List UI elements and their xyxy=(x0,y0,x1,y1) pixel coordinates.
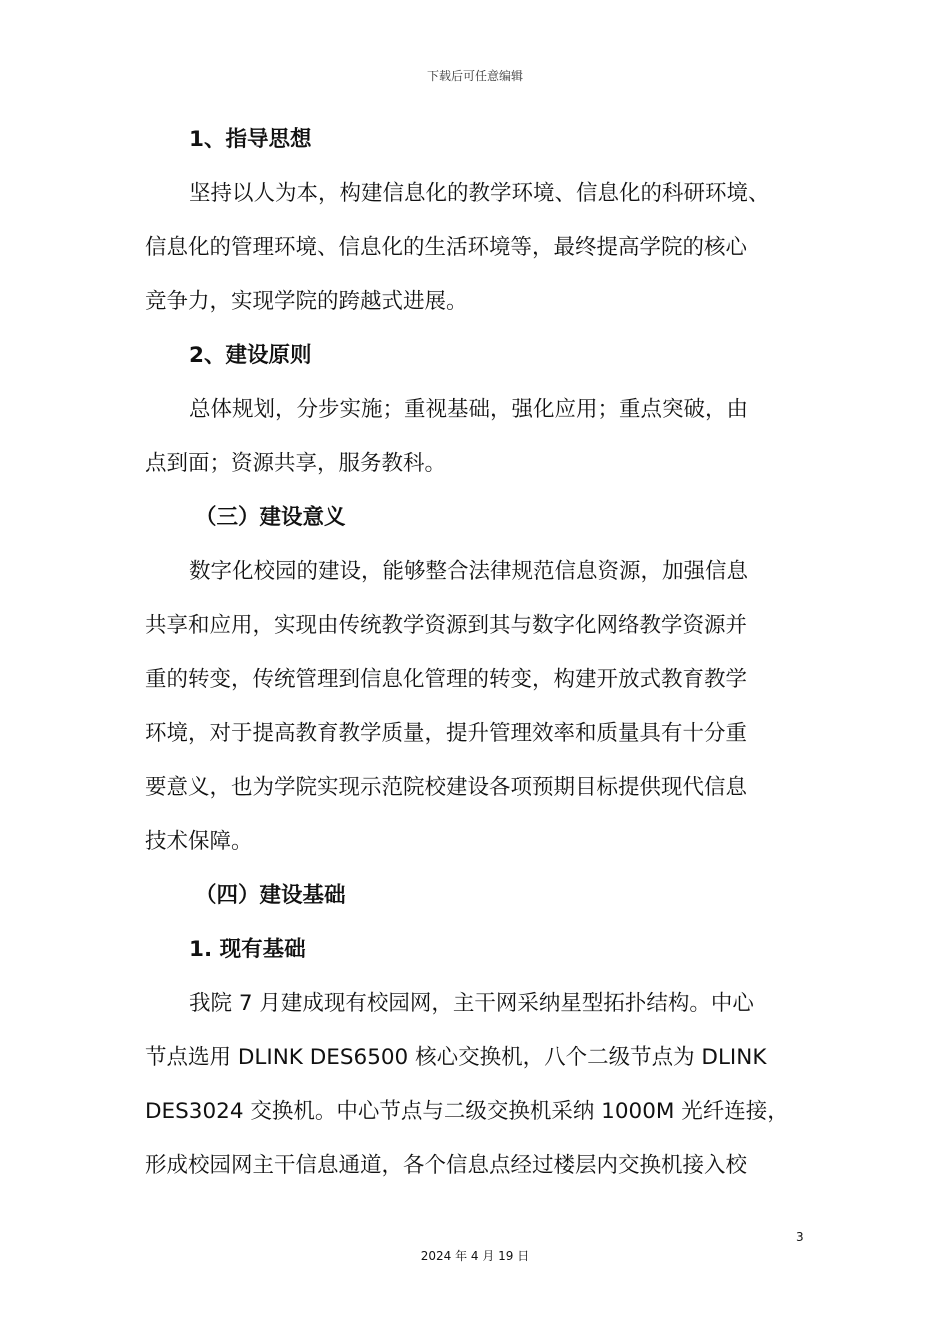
section-heading-foundation: （四）建设基础 xyxy=(195,883,346,908)
page-number: 3 xyxy=(796,1230,804,1244)
subheading-existing-foundation: 1. 现有基础 xyxy=(189,937,306,962)
paragraph-line: 点到面；资源共享，服务教科。 xyxy=(145,451,447,476)
paragraph-line: 信息化的管理环境、信息化的生活环境等，最终提高学院的核心 xyxy=(145,235,748,260)
paragraph-line: 数字化校园的建设，能够整合法律规范信息资源，加强信息 xyxy=(189,559,749,584)
paragraph-line: 总体规划，分步实施；重视基础，强化应用；重点突破，由 xyxy=(189,397,749,422)
paragraph-line: 坚持以人为本，构建信息化的教学环境、信息化的科研环境、 xyxy=(189,181,770,206)
paragraph-line: 要意义，也为学院实现示范院校建设各项预期目标提供现代信息 xyxy=(145,775,748,800)
paragraph-line: 共享和应用，实现由传统教学资源到其与数字化网络教学资源并 xyxy=(145,613,748,638)
page-footer-date: 2024 年 4 月 19 日 xyxy=(420,1249,530,1263)
paragraph-line: 重的转变，传统管理到信息化管理的转变，构建开放式教育教学 xyxy=(145,667,748,692)
document-body xyxy=(145,113,810,1193)
paragraph-line: 竞争力，实现学院的跨越式进展。 xyxy=(145,289,468,314)
paragraph-line: 我院 7 月建成现有校园网，主干网采纳星型拓扑结构。中心 xyxy=(189,991,754,1016)
page-header: 下载后可任意编辑 xyxy=(426,69,523,83)
section-heading-significance: （三）建设意义 xyxy=(195,505,346,530)
subheading-guiding-ideology: 1、指导思想 xyxy=(189,127,312,152)
paragraph-line: DES3024 交换机。中心节点与二级交换机采纳 1000M 光纤连接， xyxy=(145,1099,789,1124)
subheading-construction-principles: 2、建设原则 xyxy=(189,343,312,368)
paragraph-line: 形成校园网主干信息通道，各个信息点经过楼层内交换机接入校 xyxy=(145,1153,748,1178)
paragraph-line: 技术保障。 xyxy=(145,829,253,854)
paragraph-line: 节点选用 DLINK DES6500 核心交换机，八个二级节点为 DLINK xyxy=(145,1045,767,1070)
paragraph-line: 环境，对于提高教育教学质量，提升管理效率和质量具有十分重 xyxy=(145,721,748,746)
